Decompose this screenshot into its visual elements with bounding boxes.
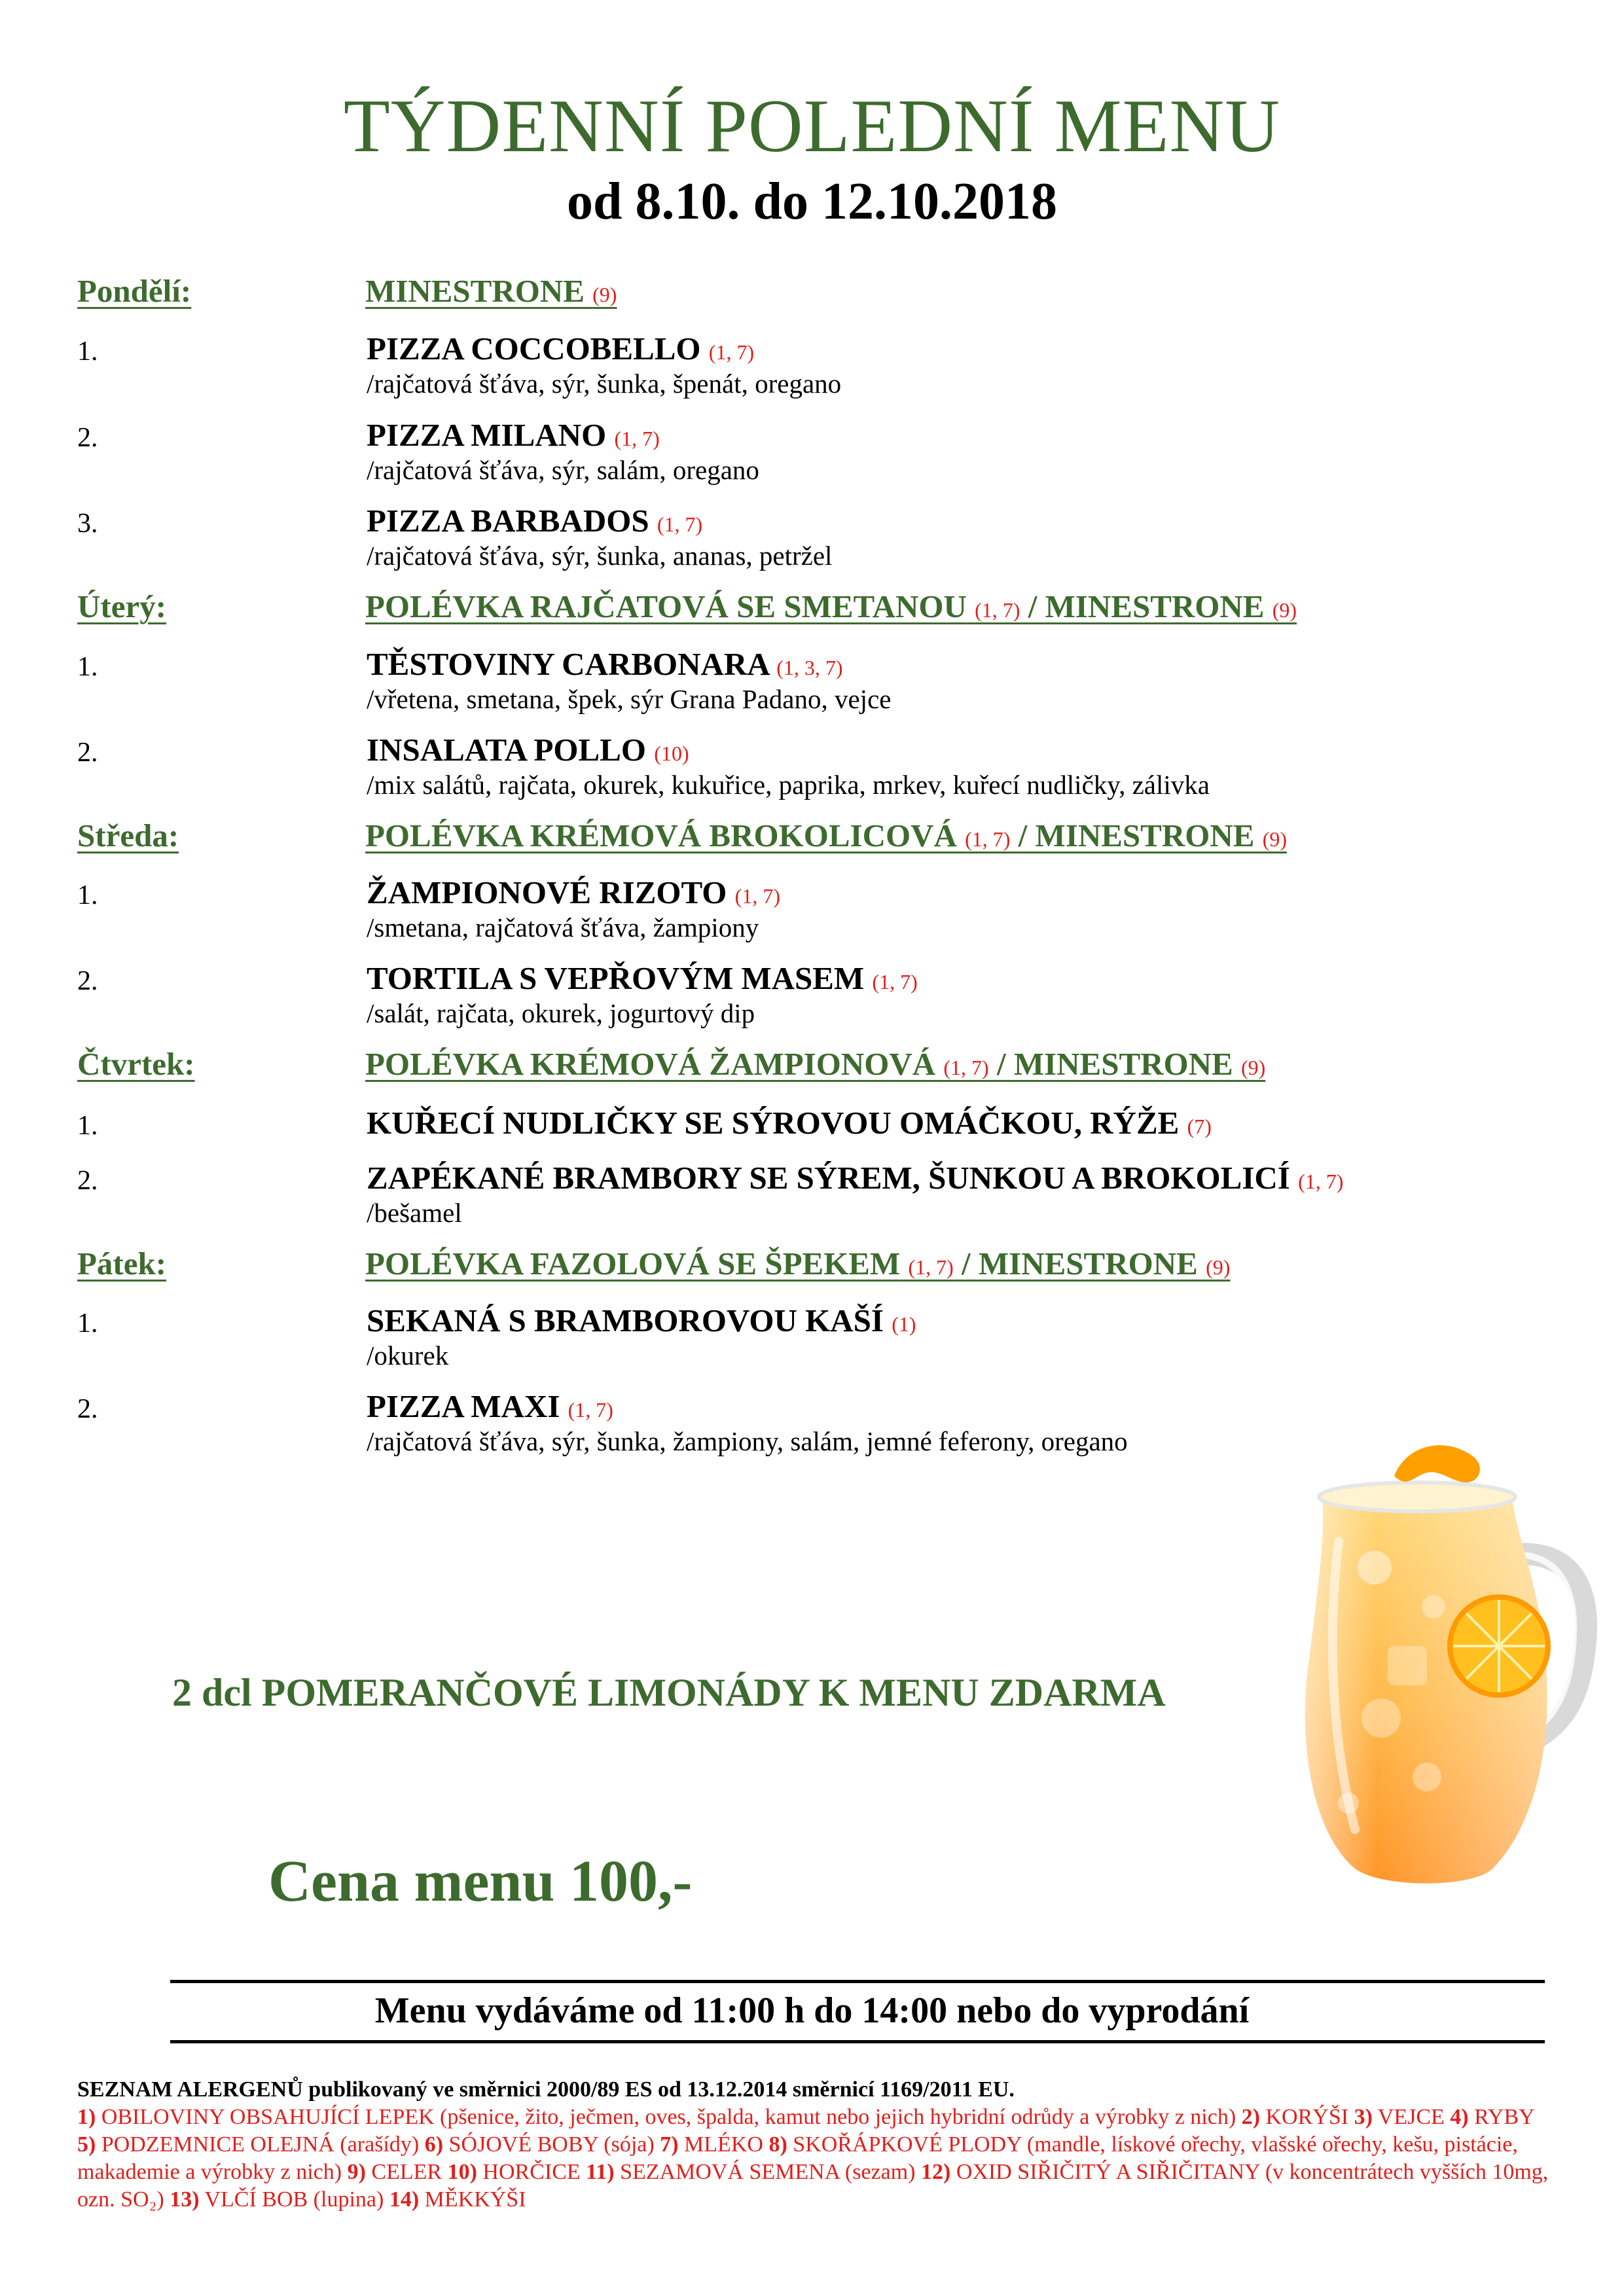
menu-item	[77, 1162, 1583, 1234]
item-number: 1.	[77, 1308, 98, 1338]
soup-name: POLÉVKA FAZOLOVÁ SE ŠPEKEM	[365, 1246, 901, 1282]
allergen-number: 10)	[447, 2160, 477, 2184]
soup-name: POLÉVKA KRÉMOVÁ BROKOLICOVÁ	[365, 817, 957, 853]
dish-description: /bešamel	[367, 1198, 462, 1228]
dish-name	[367, 648, 843, 680]
menu-item	[77, 1304, 1583, 1376]
item-number: 2.	[77, 1394, 98, 1424]
menu-item	[77, 419, 1583, 491]
allergen-name: CELER	[365, 2160, 448, 2184]
menu-item	[77, 876, 1583, 948]
soup-allergens: (9)	[1240, 1056, 1266, 1079]
dish-description: /rajčatová šťáva, sýr, šunka, špenát, oregano	[367, 368, 842, 399]
soup-allergens: (1, 7)	[965, 827, 1011, 851]
allergen-number: 4)	[1450, 2105, 1469, 2129]
item-number: 2.	[77, 1166, 98, 1196]
allergen-number: 14)	[389, 2187, 420, 2212]
dish-name	[367, 1304, 916, 1336]
allergen-name: MLÉKO	[678, 2132, 769, 2157]
item-number: 2.	[77, 423, 98, 453]
soup-allergens: (9)	[1262, 827, 1287, 851]
promo-text: 2 dcl POMERANČOVÉ LIMONÁDY K MENU ZDARMA	[172, 1671, 1166, 1714]
dish-description: /mix salátů, rajčata, okurek, kukuřice, paprika, mrkev, kuřecí nudličky, zálivka	[367, 770, 1210, 800]
allergen-name: VEJCE	[1372, 2105, 1451, 2129]
item-number: 1.	[77, 336, 98, 367]
soup-allergens: (1, 7)	[943, 1056, 989, 1079]
soup-of-the-day	[365, 590, 1297, 622]
item-number: 1.	[77, 880, 98, 910]
menu-item	[77, 648, 1583, 720]
day-label: Pondělí:	[77, 273, 192, 309]
dish-allergens: (7)	[1187, 1115, 1212, 1138]
soup-name: MINESTRONE	[1013, 1046, 1233, 1082]
allergen-name: OBILOVINY OBSAHUJÍCÍ LEPEK (pšenice, žito, ječmen, oves, špalda, kamut nebo jejich hybridní odrůdy a výrobky z nich)	[96, 2105, 1242, 2129]
day-header	[77, 275, 1583, 314]
date-range: od 8.10. do 12.10.2018	[567, 173, 1057, 230]
allergen-name: SEZAMOVÁ SEMENA (sezam)	[614, 2160, 921, 2184]
item-number: 1.	[77, 1111, 98, 1141]
allergen-name: SÓJOVÉ BOBY (sója)	[443, 2132, 660, 2157]
allergen-number: 8)	[768, 2132, 787, 2157]
soup-separator: /	[1020, 588, 1045, 624]
allergen-number: 13)	[170, 2187, 200, 2212]
dish-name	[367, 734, 689, 766]
allergen-name: SKOŘÁPKOVÉ PLODY (mandle, lískové ořechy, vlašské ořechy, kešu, pistácie, makademie a výrobky z nich)	[77, 2132, 1518, 2184]
allergen-number: 5)	[77, 2132, 96, 2157]
dish-description: /smetana, rajčatová šťáva, žampiony	[367, 912, 759, 942]
dish-title: PIZZA COCCOBELLO	[367, 331, 701, 367]
allergen-name: KORÝŠI	[1259, 2105, 1354, 2129]
soup-allergens: (1, 7)	[975, 598, 1020, 622]
item-number: 3.	[77, 509, 98, 539]
soup-name: POLÉVKA RAJČATOVÁ SE SMETANOU	[365, 588, 967, 624]
allergen-heading	[77, 2076, 1550, 2104]
soup-allergens: (9)	[592, 283, 617, 306]
allergen-number: 9)	[347, 2160, 366, 2184]
dish-allergens: (1, 7)	[734, 884, 780, 908]
dish-allergens: (1, 7)	[614, 427, 660, 450]
soup-allergens: (9)	[1206, 1255, 1231, 1279]
allergen-number: 12)	[921, 2160, 951, 2184]
dish-title: TORTILA S VEPŘOVÝM MASEM	[367, 960, 865, 996]
allergen-name: MĚKKÝŠI	[419, 2187, 526, 2212]
day-label: Pátek:	[77, 1246, 167, 1282]
day-header	[77, 590, 1583, 630]
dish-description: /rajčatová šťáva, sýr, salám, oregano	[367, 455, 759, 485]
soup-name: MINESTRONE	[365, 273, 585, 309]
allergen-list	[77, 2076, 1550, 2214]
page-title: TÝDENNÍ POLEDNÍ MENU	[343, 84, 1281, 168]
dish-name	[367, 1390, 613, 1422]
dish-name	[367, 1162, 1343, 1194]
dish-title: TĚSTOVINY CARBONARA	[367, 646, 768, 682]
soup-name: MINESTRONE	[978, 1246, 1198, 1282]
dish-title: INSALATA POLLO	[367, 732, 647, 768]
dish-title: KUŘECÍ NUDLIČKY SE SÝROVOU OMÁČKOU, RÝŽE	[367, 1105, 1180, 1141]
soup-name: MINESTRONE	[1045, 588, 1265, 624]
allergen-name: HORČICE	[477, 2160, 586, 2184]
soup-separator: /	[953, 1246, 979, 1282]
item-number: 2.	[77, 738, 98, 768]
menu-item	[77, 734, 1583, 806]
dish-description: /okurek	[367, 1340, 449, 1371]
allergen-name: VLČÍ BOB (lupina)	[199, 2187, 389, 2212]
dish-allergens: (1, 3, 7)	[776, 656, 843, 679]
dish-name	[367, 962, 918, 994]
soup-of-the-day	[365, 275, 617, 307]
soup-name: MINESTRONE	[1035, 817, 1255, 853]
menu-item	[77, 332, 1583, 404]
soup-of-the-day	[365, 1247, 1230, 1280]
soup-of-the-day	[365, 819, 1287, 852]
dish-title: ŽAMPIONOVÉ RIZOTO	[367, 874, 727, 910]
dish-name	[367, 419, 660, 451]
allergen-name: RYBY	[1468, 2105, 1534, 2129]
allergen-entries	[77, 2104, 1550, 2214]
menu-item	[77, 505, 1583, 577]
dish-name	[367, 1107, 1212, 1139]
dish-description: /vřetena, smetana, špek, sýr Grana Padano, vejce	[367, 684, 892, 714]
bottom-rule	[170, 2040, 1545, 2043]
allergen-number: 3)	[1354, 2105, 1373, 2129]
menu-price: Cena menu 100,-	[268, 1849, 693, 1914]
lemonade-pitcher-image	[1276, 1437, 1597, 1895]
day-header	[77, 1247, 1583, 1287]
dish-title: PIZZA MAXI	[367, 1388, 560, 1424]
soup-name: POLÉVKA KRÉMOVÁ ŽAMPIONOVÁ	[365, 1046, 936, 1082]
dish-title: ZAPÉKANÉ BRAMBORY SE SÝREM, ŠUNKOU A BROKOLICÍ	[367, 1160, 1290, 1196]
menu-item	[77, 962, 1583, 1034]
allergen-number: 1)	[77, 2105, 96, 2129]
top-rule	[170, 1980, 1545, 1983]
day-label: Čtvrtek:	[77, 1046, 195, 1082]
dish-description: /salát, rajčata, okurek, jogurtový dip	[367, 998, 755, 1028]
soup-separator: /	[988, 1046, 1014, 1082]
allergen-heading-note: publikovaný ve směrnici 2000/89 ES od 13.12.2014 směrnicí 1169/2011 EU.	[302, 2077, 1015, 2102]
dish-name	[367, 876, 780, 908]
day-header	[77, 819, 1583, 859]
allergen-number: 2)	[1241, 2105, 1260, 2129]
dish-allergens: (10)	[654, 742, 689, 765]
dish-description: /rajčatová šťáva, sýr, šunka, ananas, petržel	[367, 541, 833, 571]
allergen-name: OXID SIŘIČITÝ A SIŘIČITANY (v koncentrátech vyšších 10mg, ozn. SO₂)	[77, 2160, 1549, 2212]
allergen-number: 7)	[660, 2132, 679, 2157]
dish-allergens: (1, 7)	[568, 1398, 613, 1422]
item-number: 2.	[77, 966, 98, 996]
dish-title: PIZZA MILANO	[367, 417, 607, 453]
soup-separator: /	[1010, 817, 1036, 853]
dish-allergens: (1, 7)	[872, 970, 918, 994]
allergen-number: 6)	[424, 2132, 444, 2157]
dish-description: /rajčatová šťáva, sýr, šunka, žampiony, salám, jemné feferony, oregano	[367, 1426, 1128, 1456]
allergen-name: PODZEMNICE OLEJNÁ (arašídy)	[96, 2132, 425, 2157]
allergen-number: 11)	[586, 2160, 615, 2184]
dish-name	[367, 505, 702, 537]
day-header	[77, 1048, 1583, 1087]
day-label: Úterý:	[77, 588, 167, 624]
dish-name	[367, 332, 754, 365]
dish-title: SEKANÁ S BRAMBOROVOU KAŠÍ	[367, 1302, 884, 1338]
dish-allergens: (1, 7)	[708, 340, 755, 364]
dish-allergens: (1, 7)	[657, 512, 703, 536]
soup-allergens: (9)	[1272, 598, 1297, 622]
soup-of-the-day	[365, 1048, 1265, 1080]
dish-title: PIZZA BARBADOS	[367, 503, 649, 539]
dish-allergens: (1)	[892, 1312, 916, 1336]
serving-hours: Menu vydáváme od 11:00 h do 14:00 nebo do vyprodání	[374, 1990, 1250, 2031]
dish-allergens: (1, 7)	[1298, 1170, 1344, 1193]
soup-allergens: (1, 7)	[908, 1255, 954, 1279]
day-label: Středa:	[77, 817, 179, 853]
allergen-heading-title: SEZNAM ALERGENŮ	[77, 2077, 303, 2102]
item-number: 1.	[77, 652, 98, 682]
